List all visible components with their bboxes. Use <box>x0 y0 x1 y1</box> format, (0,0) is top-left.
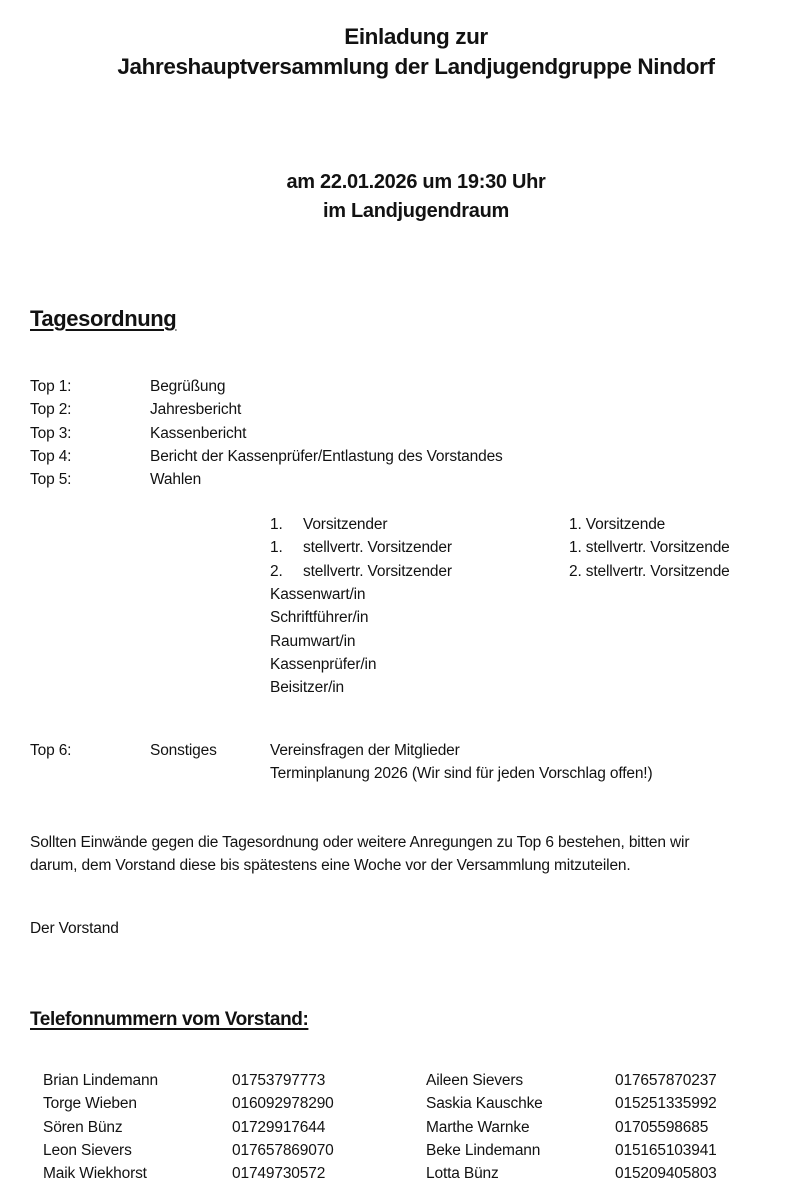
agenda-heading: Tagesordnung <box>30 306 177 331</box>
contact-row <box>30 1139 785 1162</box>
election-position: 1. stellvertr. Vorsitzende <box>569 539 730 557</box>
agenda-list <box>30 375 503 492</box>
contact-phone: 015165103941 <box>615 1141 717 1159</box>
signature: Der Vorstand <box>30 920 119 937</box>
contact-name: Maik Wiekhorst <box>43 1165 147 1183</box>
election-position: Raumwart/in <box>270 632 356 650</box>
election-position <box>270 536 452 559</box>
agenda-item-label: Top 3: <box>30 424 72 442</box>
title-line-1: Einladung zur <box>344 24 488 49</box>
election-positions-female-column <box>569 513 730 583</box>
election-position <box>270 513 452 536</box>
election-position-number: 1. <box>270 539 283 557</box>
meeting-location: im Landjugendraum <box>322 200 510 222</box>
note-line-2: darum, dem Vorstand diese bis spätestens eine Woche vor der Versammlung mitzuteilen. <box>30 857 631 875</box>
agenda-item <box>30 375 503 398</box>
contact-name: Marthe Warnke <box>426 1118 530 1136</box>
contact-row <box>30 1092 785 1115</box>
agenda-item-text: Wahlen <box>150 471 202 489</box>
contact-phone: 01753797773 <box>232 1072 326 1089</box>
election-position: Kassenprüfer/in <box>270 655 377 673</box>
meeting-datetime: am 22.01.2026 um 19:30 Uhr <box>286 171 546 193</box>
contact-row <box>30 1116 785 1139</box>
contact-name: Brian Lindemann <box>43 1072 158 1089</box>
note-line-1: Sollten Einwände gegen die Tagesordnung oder weitere Anregungen zu Top 6 bestehen, bitten wir <box>30 834 690 851</box>
document-title <box>30 22 800 82</box>
agenda-item-top6 <box>30 739 652 786</box>
top6-detail-line-2: Terminplanung 2026 (Wir sind für jeden Vorschlag offen!) <box>270 765 653 783</box>
agenda-item <box>30 445 503 468</box>
election-position: Schriftführer/in <box>270 609 369 627</box>
agenda-item-text: Begrüßung <box>150 378 226 395</box>
election-position: 1. Vorsitzende <box>569 516 666 533</box>
top6-row <box>30 739 652 762</box>
agenda-item <box>30 422 503 445</box>
agenda-item-label: Top 1: <box>30 378 72 395</box>
contact-name: Sören Bünz <box>43 1118 123 1136</box>
election-position-text: stellvertr. Vorsitzender <box>303 539 452 557</box>
objection-note <box>30 831 790 878</box>
contact-name: Lotta Bünz <box>426 1165 499 1183</box>
agenda-item-text: Bericht der Kassenprüfer/Entlastung des Vorstandes <box>150 447 503 465</box>
agenda-item-text: Kassenbericht <box>150 424 247 442</box>
top6-label: Top 6: <box>30 742 72 759</box>
contact-phone: 01749730572 <box>232 1165 326 1183</box>
contact-name: Beke Lindemann <box>426 1141 541 1159</box>
election-position: Beisitzer/in <box>270 679 345 697</box>
election-position <box>270 560 452 583</box>
election-positions-male-column <box>270 513 452 700</box>
contact-phone: 016092978290 <box>232 1095 334 1113</box>
contact-name: Torge Wieben <box>43 1095 137 1113</box>
contact-row <box>30 1069 785 1092</box>
meeting-datetime-block <box>30 168 800 226</box>
top6-detail-line-1: Vereinsfragen der Mitglieder <box>270 742 460 759</box>
contact-phone: 015209405803 <box>615 1165 717 1183</box>
contact-phone: 017657870237 <box>615 1072 717 1089</box>
agenda-item-label: Top 2: <box>30 401 72 419</box>
contact-phone: 01729917644 <box>232 1118 326 1136</box>
agenda-item-label: Top 4: <box>30 447 72 465</box>
contact-name: Saskia Kauschke <box>426 1095 543 1113</box>
agenda-item <box>30 398 503 421</box>
election-position-number: 1. <box>270 516 283 533</box>
agenda-item <box>30 468 503 491</box>
election-position: 2. stellvertr. Vorsitzende <box>569 562 730 580</box>
agenda-item-text: Jahresbericht <box>150 401 242 419</box>
election-position-number: 2. <box>270 562 283 580</box>
election-position: Kassenwart/in <box>270 585 366 603</box>
agenda-item-label: Top 5: <box>30 471 72 489</box>
contact-name: Leon Sievers <box>43 1141 132 1159</box>
contact-phone: 01705598685 <box>615 1118 709 1136</box>
contacts-heading: Telefonnummern vom Vorstand: <box>30 1009 309 1030</box>
contact-phone: 017657869070 <box>232 1141 334 1159</box>
contact-phone: 015251335992 <box>615 1095 717 1113</box>
top6-category: Sonstiges <box>150 742 217 759</box>
contact-row <box>30 1162 785 1185</box>
contacts-table <box>30 1069 785 1186</box>
title-line-2: Jahreshauptversammlung der Landjugendgruppe Nindorf <box>117 54 715 79</box>
election-position-text: stellvertr. Vorsitzender <box>303 562 452 580</box>
contact-name: Aileen Sievers <box>426 1072 523 1089</box>
election-position-text: Vorsitzender <box>303 516 388 533</box>
